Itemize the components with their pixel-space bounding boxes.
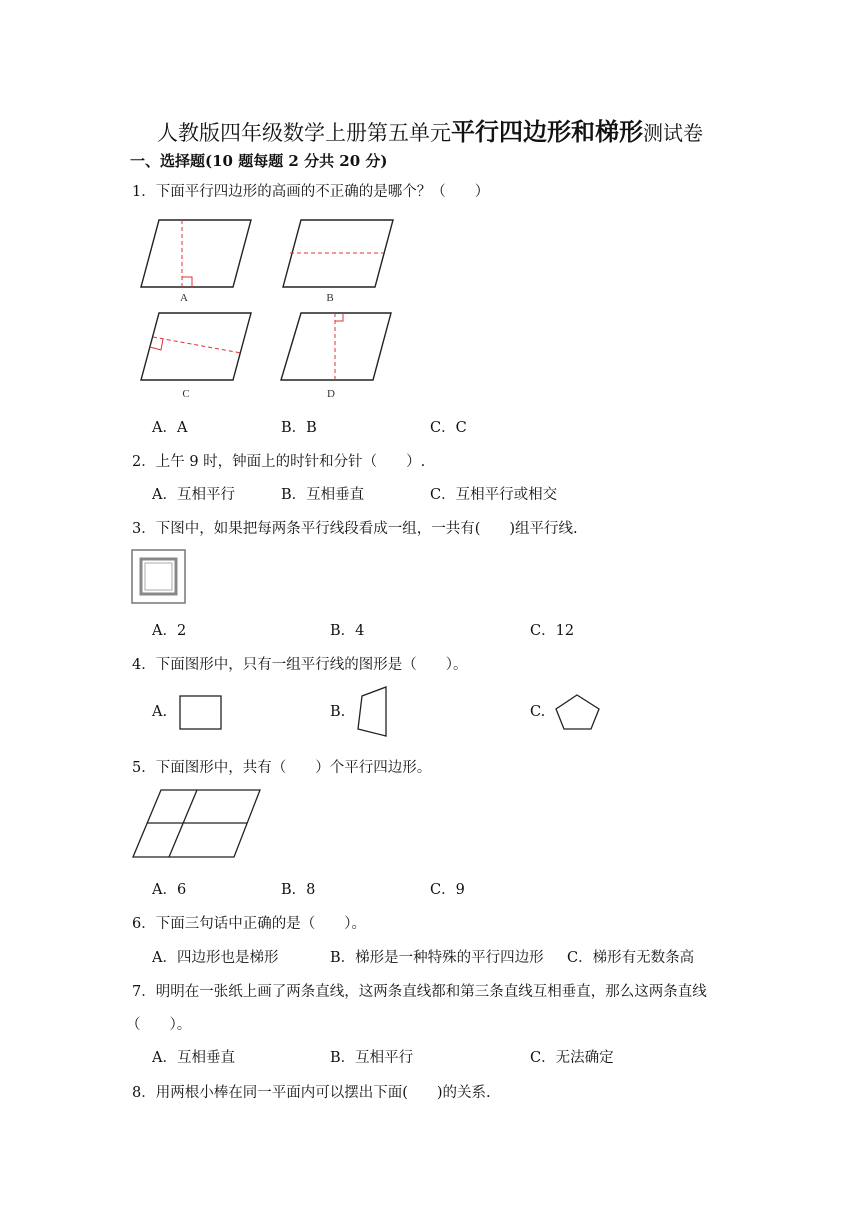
q2-option-a[interactable]: A．互相平行 [152,487,235,503]
question-5-stem: 5．下面图形中，共有（ ）个平行四边形。 [132,760,432,776]
question-6-stem: 6．下面三句话中正确的是（ ）。 [132,916,366,932]
q3-option-c[interactable]: C．12 [530,623,575,639]
q7-option-b[interactable]: B．互相平行 [330,1050,414,1066]
fig-label-c: C [182,388,190,400]
q5-divided-parallelogram [131,788,263,860]
q7-option-c[interactable]: C．无法确定 [530,1050,614,1066]
q1-parallelogram-c [136,310,261,400]
q6-option-b[interactable]: B．梯形是一种特殊的平行四边形 [330,950,544,966]
q4-rectangle-shape [179,695,223,731]
section-heading: 一、选择题(10 题每题 2 分共 20 分) [130,152,388,170]
question-1-stem: 1．下面平行四边形的高画的不正确的是哪个？（ ） [132,184,490,200]
q3-nested-squares [131,549,187,605]
q2-option-c[interactable]: C．互相平行或相交 [430,487,558,503]
question-8-stem: 8．用两根小棒在同一平面内可以摆出下面( )的关系. [132,1085,491,1101]
q4-pentagon-shape [554,693,602,733]
q1-option-c[interactable]: C．C [430,420,467,436]
page-title [0,112,860,147]
q3-option-b[interactable]: B．4 [330,623,365,639]
q3-option-a[interactable]: A．2 [152,623,187,639]
q4-option-c[interactable]: C. [530,704,546,720]
question-4-stem: 4．下面图形中，只有一组平行线的图形是（ ）。 [132,657,468,673]
q5-option-c[interactable]: C．9 [430,882,465,898]
q6-option-a[interactable]: A．四边形也是梯形 [152,950,279,966]
q4-trapezoid-shape [354,686,390,738]
q1-option-b[interactable]: B．B [281,420,317,436]
fig-label-d: D [327,388,335,400]
q5-option-a[interactable]: A．6 [152,882,187,898]
fig-label-b: B [326,292,334,304]
q1-option-a[interactable]: A．A [152,420,188,436]
q1-parallelogram-d [278,310,403,400]
q2-option-b[interactable]: B．互相垂直 [281,487,365,503]
question-7-stem: 7．明明在一张纸上画了两条直线，这两条直线都和第三条直线互相垂直，那么这两条直线 [132,984,707,1000]
question-7-stem-continued: （ ）。 [126,1017,192,1033]
q4-option-a[interactable]: A. [152,704,168,720]
title-part2: 平行四边形和梯形 [451,118,643,146]
q4-option-b[interactable]: B. [330,704,346,720]
q1-parallelogram-a [136,215,261,305]
q5-option-b[interactable]: B．8 [281,882,316,898]
question-2-stem: 2．上午 9 时，钟面上的时针和分针（ ）. [132,454,426,470]
title-part1: 人教版四年级数学上册第五单元 [157,121,451,145]
q6-option-c[interactable]: C．梯形有无数条高 [567,950,695,966]
q7-option-a[interactable]: A．互相垂直 [152,1050,235,1066]
q1-parallelogram-b [278,215,403,305]
title-part3: 测试卷 [643,121,703,145]
fig-label-a: A [180,292,188,304]
question-3-stem: 3．下图中，如果把每两条平行线段看成一组，一共有( )组平行线. [132,521,578,537]
